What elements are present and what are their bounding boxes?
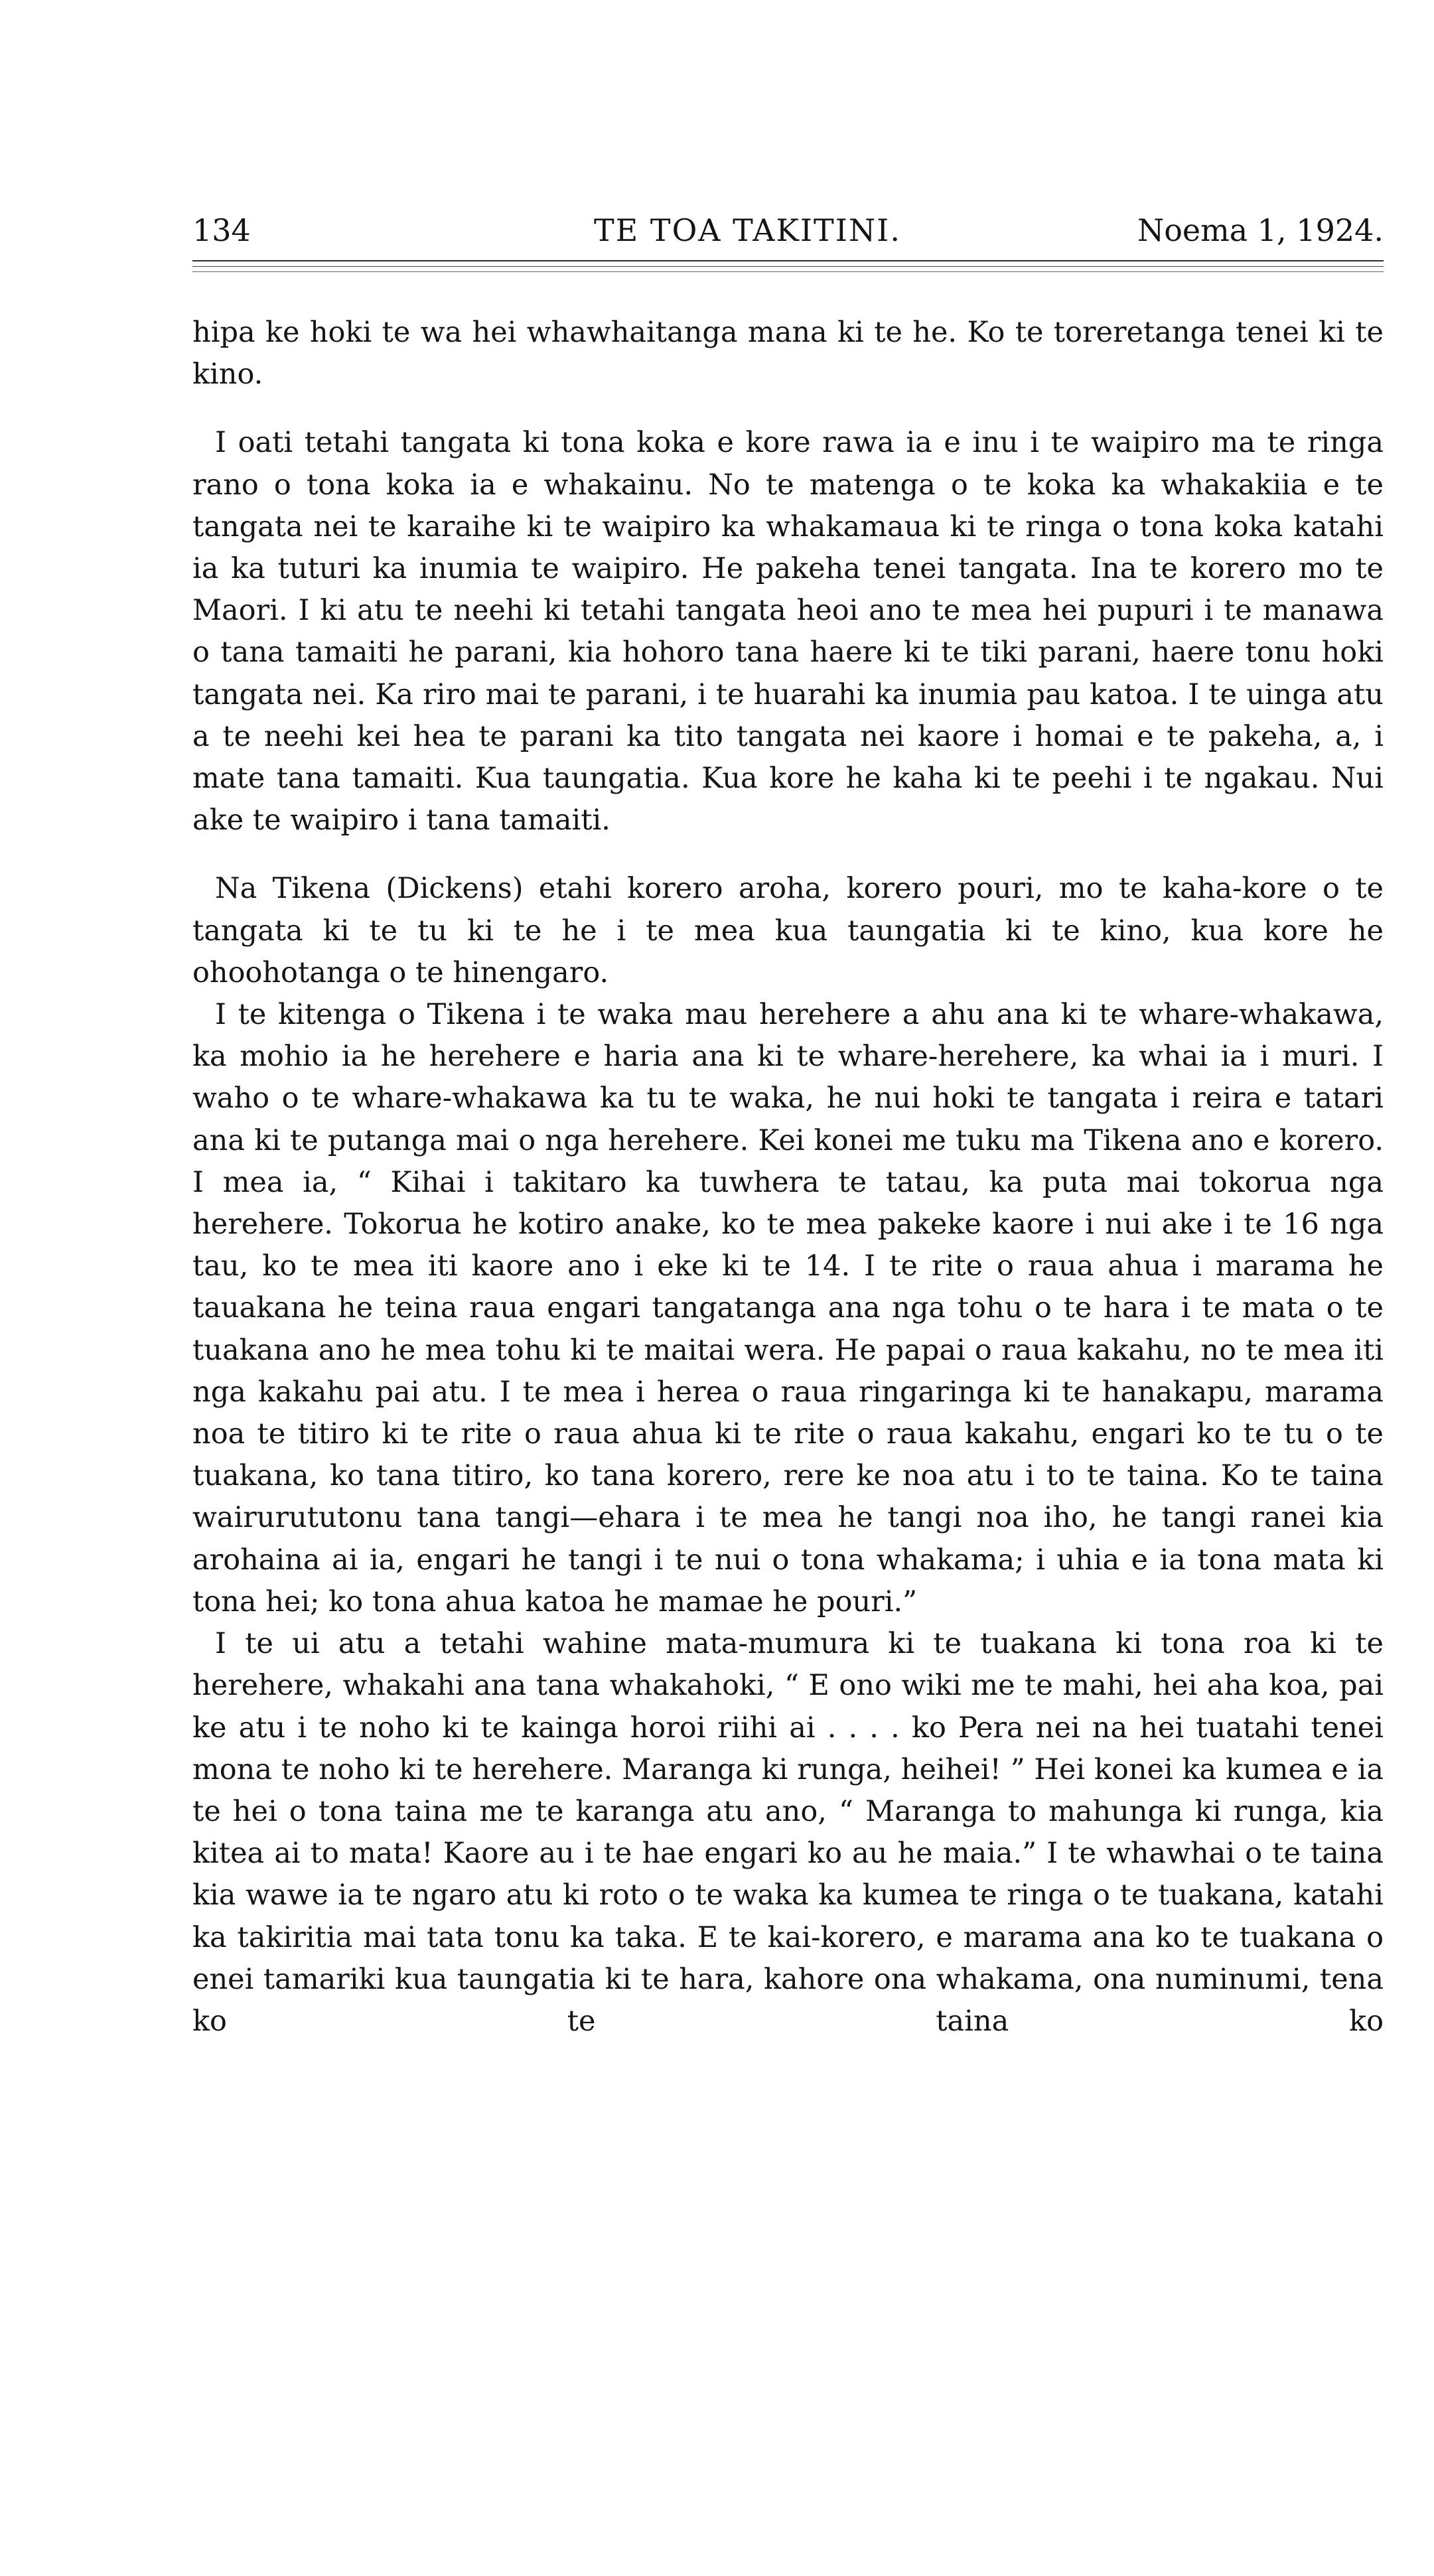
paragraph-oath-story: I oati tetahi tangata ki tona koka e kore rawa ia e inu i te waipiro ma te ringa rano o tona koka ia e whakainu. No te matenga o te koka ka whakakiia e te tangata nei te karaihe ki te waipiro ka whakamaua ki te ringa o tona koka katahi ia ka tuturi ka inumia te waipiro. He pakeha tenei tangata. Ina te korero mo te Maori. I ki atu te neehi ki tetahi tangata heoi ano te mea hei pupuri i te manawa o tana tamaiti he parani, kia hohoro tana haere ki te tiki parani, haere tonu hoki tangata nei. Ka riro mai te parani, i te huarahi ka inumia pau katoa. I te uinga atu a te neehi kei hea te parani ka tito tangata nei kaore i homai e te pakeha, a, i mate tana tamaiti. Kua taungatia. Kua kore he kaha ki te peehi i te ngakau. Nui ake te waipiro i tana tamaiti. — [192, 426, 1384, 837]
paragraph-sisters: I te ui atu a tetahi wahine mata-mumura ki te tuakana ki tona roa ki te herehere, whakahi ana tana whakahoki, “ E ono wiki me te mahi, hei aha koa, pai ke atu i te noho ki te kainga horoi riihi ai . . . . ko Pera nei na hei tuatahi tenei mona te noho ki te herehere. Maranga ki runga, heihei! ” Hei konei ka kumea e ia te hei o tona taina me te karanga atu ano, “ Maranga to mahunga ki runga, kia kitea ai to mata! Kaore au i te hae engari ko au he maia.” I te whawhai o te taina kia wawe ia te ngaro atu ki roto o te waka ka kumea te ringa o te tuakana, katahi ka takiritia mai tata tonu ka taka. E te kai-korero, e marama ana ko te tuakana o enei tamariki kua taungatia ki te hara, kahore ona whakama, ona numinumi, tena ko te taina ko — [192, 1627, 1384, 2038]
page-number: 134 — [192, 212, 251, 248]
article-body — [192, 312, 1384, 2042]
issue-date: Noema 1, 1924. — [1137, 212, 1384, 248]
paragraph-dickens-intro: Na Tikena (Dickens) etahi korero aroha, korero pouri, mo te kaha-kore o te tangata ki te tu ki te he i te mea kua taungatia ki te kino, kua kore he ohoohotanga o te hinengaro. — [192, 872, 1384, 989]
journal-title: TE TOA TAKITINI. — [594, 212, 901, 248]
paragraph-prison-van: I te kitenga o Tikena i te waka mau herehere a ahu ana ki te whare-whakawa, ka mohio ia he herehere e haria ana ki te whare-herehere, ka whai ia i muri. I waho o te whare-whakawa ka tu te waka, he nui hoki te tangata i reira e tatari ana ki te putanga mai o nga herehere. Kei konei me tuku ma Tikena ano e korero. I mea ia, “ Kihai i takitaro ka tuwhera te tatau, ka puta mai tokorua nga herehere. Tokorua he kotiro anake, ko te mea pakeke kaore i nui ake i te 16 nga tau, ko te mea iti kaore ano i eke ki te 14. I te rite o raua ahua i marama he tauakana he teina raua engari tangatanga ana nga tohu o te hara i te mata o te tuakana ano he mea tohu ki te maitai wera. He papai o raua kakahu, no te mea iti nga kakahu pai atu. I te mea i herea o raua ringaringa ki te hanakapu, marama noa te titiro ki te rite o raua ahua ki te rite o raua kakahu, engari ko te tu o te tuakana, ko tana titiro, ko tana korero, rere ke noa atu i to te taina. Ko te taina wairurututonu tana tangi—ehara i te mea he tangi noa iho, he tangi ranei kia arohaina ai ia, engari he tangi i te nui o tona whakama; i uhia e ia tona mata ki tona hei; ko tona ahua katoa he mamae he pouri.” — [192, 998, 1384, 1618]
header-rule — [192, 260, 1384, 261]
running-header — [192, 207, 1384, 253]
header-rule-double — [192, 266, 1384, 267]
paragraph-continuation: hipa ke hoki te wa hei whawhaitanga mana ki te he. Ko te toreretanga tenei ki te kino. — [192, 316, 1384, 392]
header-rule-thin — [192, 271, 1384, 272]
